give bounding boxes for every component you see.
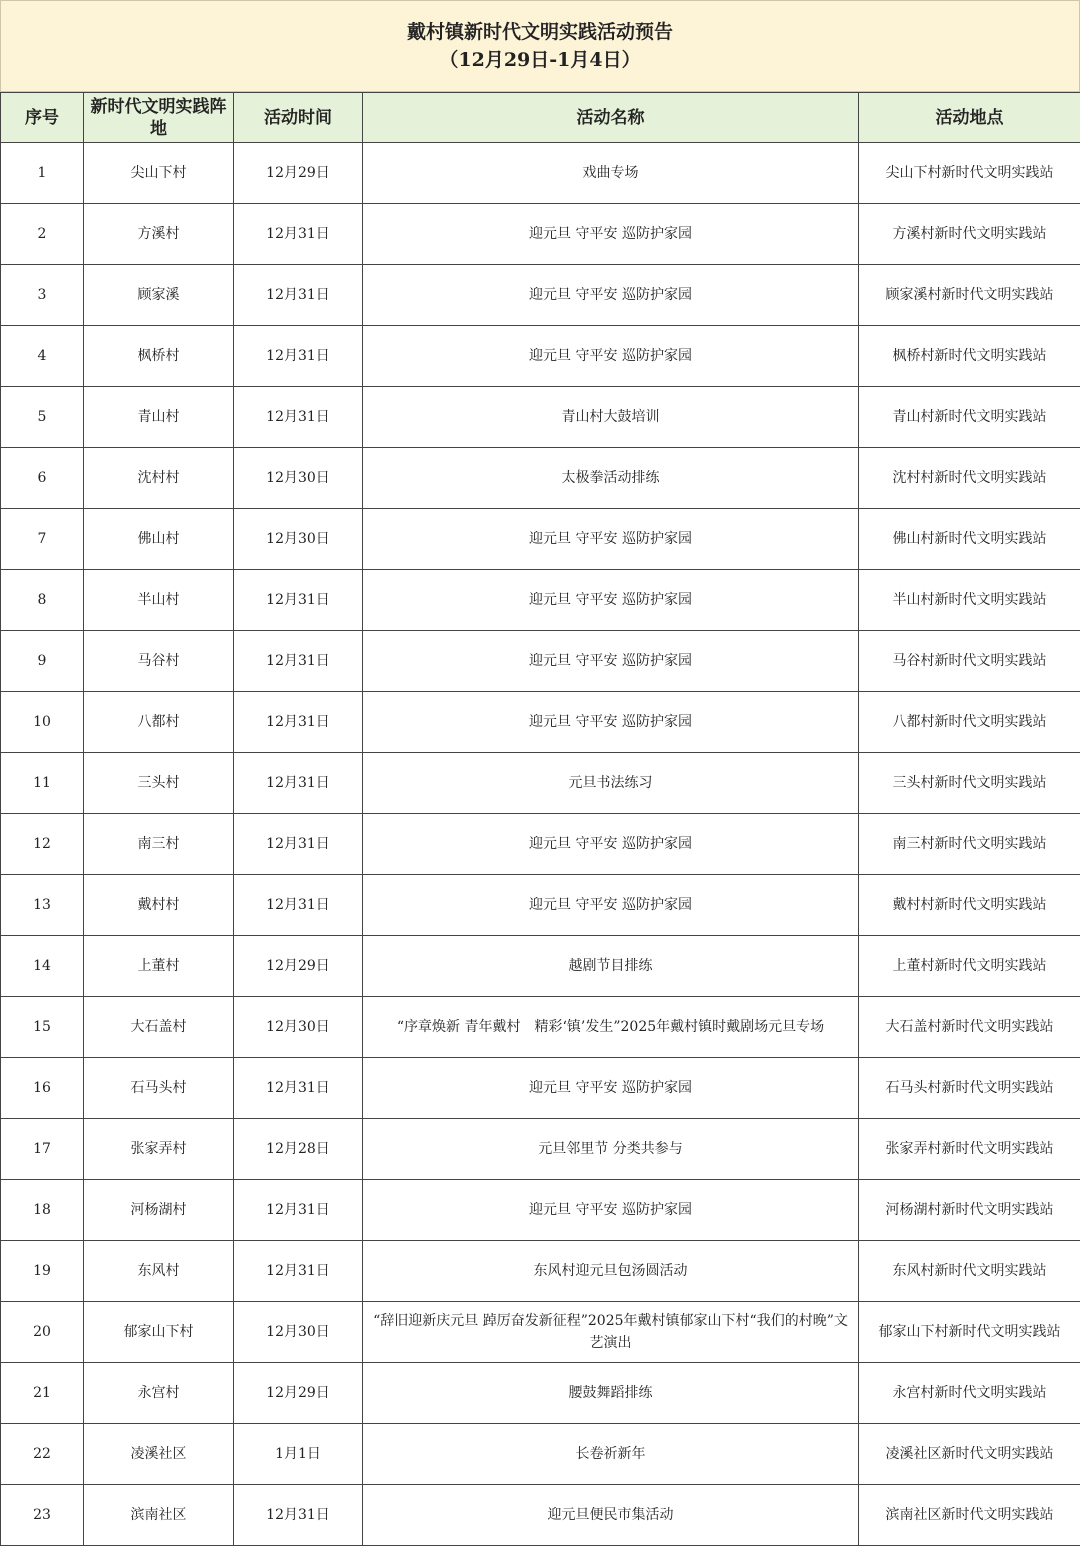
cell-location: 河杨湖村新时代文明实践站 <box>859 1180 1080 1241</box>
cell-location: 戴村村新时代文明实践站 <box>859 875 1080 936</box>
cell-index: 7 <box>1 509 84 570</box>
title-banner <box>0 0 1080 92</box>
cell-site: 青山村 <box>84 387 234 448</box>
cell-activity: 腰鼓舞蹈排练 <box>363 1363 859 1424</box>
cell-index: 5 <box>1 387 84 448</box>
cell-time: 12月29日 <box>234 1363 363 1424</box>
table-row <box>1 814 1080 875</box>
table-row <box>1 387 1080 448</box>
cell-index: 16 <box>1 1058 84 1119</box>
cell-index: 3 <box>1 265 84 326</box>
cell-location: 枫桥村新时代文明实践站 <box>859 326 1080 387</box>
cell-activity: 戏曲专场 <box>363 143 859 204</box>
cell-site: 佛山村 <box>84 509 234 570</box>
table-row <box>1 692 1080 753</box>
cell-time: 12月29日 <box>234 936 363 997</box>
cell-activity: 迎元旦 守平安 巡防护家园 <box>363 1180 859 1241</box>
cell-index: 21 <box>1 1363 84 1424</box>
cell-activity: 越剧节目排练 <box>363 936 859 997</box>
cell-site: 方溪村 <box>84 204 234 265</box>
cell-activity: 元旦邻里节 分类共参与 <box>363 1119 859 1180</box>
table-row <box>1 1058 1080 1119</box>
cell-time: 12月31日 <box>234 387 363 448</box>
cell-site: 永宫村 <box>84 1363 234 1424</box>
cell-index: 14 <box>1 936 84 997</box>
cell-location: 青山村新时代文明实践站 <box>859 387 1080 448</box>
cell-location: 凌溪社区新时代文明实践站 <box>859 1424 1080 1485</box>
table-row <box>1 1424 1080 1485</box>
cell-index: 2 <box>1 204 84 265</box>
cell-activity: 迎元旦 守平安 巡防护家园 <box>363 631 859 692</box>
cell-location: 尖山下村新时代文明实践站 <box>859 143 1080 204</box>
cell-time: 12月31日 <box>234 692 363 753</box>
cell-location: 佛山村新时代文明实践站 <box>859 509 1080 570</box>
cell-activity: 迎元旦便民市集活动 <box>363 1485 859 1546</box>
cell-time: 12月31日 <box>234 326 363 387</box>
table-row <box>1 143 1080 204</box>
table-row <box>1 1302 1080 1363</box>
cell-location: 郁家山下村新时代文明实践站 <box>859 1302 1080 1363</box>
header-location: 活动地点 <box>859 93 1080 143</box>
cell-activity: 迎元旦 守平安 巡防护家园 <box>363 692 859 753</box>
cell-index: 12 <box>1 814 84 875</box>
cell-activity: 迎元旦 守平安 巡防护家园 <box>363 570 859 631</box>
cell-time: 12月31日 <box>234 1485 363 1546</box>
page-title: 戴村镇新时代文明实践活动预告 <box>406 21 673 43</box>
table-row <box>1 448 1080 509</box>
cell-site: 半山村 <box>84 570 234 631</box>
cell-location: 大石盖村新时代文明实践站 <box>859 997 1080 1058</box>
table-row <box>1 1485 1080 1546</box>
table-row <box>1 1363 1080 1424</box>
cell-time: 12月31日 <box>234 1058 363 1119</box>
table-row <box>1 753 1080 814</box>
cell-activity: 迎元旦 守平安 巡防护家园 <box>363 509 859 570</box>
cell-time: 12月31日 <box>234 570 363 631</box>
cell-site: 郁家山下村 <box>84 1302 234 1363</box>
table-row <box>1 1241 1080 1302</box>
cell-index: 4 <box>1 326 84 387</box>
cell-site: 尖山下村 <box>84 143 234 204</box>
cell-location: 顾家溪村新时代文明实践站 <box>859 265 1080 326</box>
cell-time: 12月31日 <box>234 265 363 326</box>
cell-site: 戴村村 <box>84 875 234 936</box>
cell-activity: 迎元旦 守平安 巡防护家园 <box>363 875 859 936</box>
cell-activity: 迎元旦 守平安 巡防护家园 <box>363 265 859 326</box>
cell-location: 滨南社区新时代文明实践站 <box>859 1485 1080 1546</box>
cell-site: 马谷村 <box>84 631 234 692</box>
cell-location: 方溪村新时代文明实践站 <box>859 204 1080 265</box>
table-row <box>1 326 1080 387</box>
cell-time: 12月31日 <box>234 753 363 814</box>
cell-time: 12月31日 <box>234 1180 363 1241</box>
cell-index: 9 <box>1 631 84 692</box>
table-header-row <box>1 93 1080 143</box>
cell-location: 南三村新时代文明实践站 <box>859 814 1080 875</box>
cell-index: 20 <box>1 1302 84 1363</box>
table-row <box>1 1119 1080 1180</box>
cell-time: 12月31日 <box>234 631 363 692</box>
table-row <box>1 204 1080 265</box>
cell-activity: 太极拳活动排练 <box>363 448 859 509</box>
cell-index: 13 <box>1 875 84 936</box>
cell-location: 东风村新时代文明实践站 <box>859 1241 1080 1302</box>
header-site: 新时代文明实践阵地 <box>84 93 234 143</box>
cell-time: 12月30日 <box>234 997 363 1058</box>
table-row <box>1 1180 1080 1241</box>
activity-table <box>0 92 1080 1546</box>
table-row <box>1 509 1080 570</box>
table-row <box>1 631 1080 692</box>
cell-time: 12月31日 <box>234 204 363 265</box>
cell-location: 三头村新时代文明实践站 <box>859 753 1080 814</box>
cell-time: 12月28日 <box>234 1119 363 1180</box>
cell-index: 19 <box>1 1241 84 1302</box>
cell-activity: 长卷祈新年 <box>363 1424 859 1485</box>
header-activity: 活动名称 <box>363 93 859 143</box>
cell-index: 18 <box>1 1180 84 1241</box>
cell-time: 12月31日 <box>234 814 363 875</box>
cell-location: 沈村村新时代文明实践站 <box>859 448 1080 509</box>
cell-location: 永宫村新时代文明实践站 <box>859 1363 1080 1424</box>
cell-site: 八都村 <box>84 692 234 753</box>
table-row <box>1 265 1080 326</box>
cell-location: 石马头村新时代文明实践站 <box>859 1058 1080 1119</box>
page-subtitle-date-range: （12月29日-1月4日） <box>439 49 641 71</box>
cell-activity: 迎元旦 守平安 巡防护家园 <box>363 204 859 265</box>
cell-index: 6 <box>1 448 84 509</box>
cell-index: 23 <box>1 1485 84 1546</box>
cell-site: 东风村 <box>84 1241 234 1302</box>
cell-index: 11 <box>1 753 84 814</box>
cell-site: 凌溪社区 <box>84 1424 234 1485</box>
cell-activity: “序章焕新 青年戴村 精彩‘镇’发生”2025年戴村镇时戴剧场元旦专场 <box>363 997 859 1058</box>
cell-site: 河杨湖村 <box>84 1180 234 1241</box>
header-time: 活动时间 <box>234 93 363 143</box>
cell-time: 12月29日 <box>234 143 363 204</box>
cell-site: 南三村 <box>84 814 234 875</box>
cell-location: 半山村新时代文明实践站 <box>859 570 1080 631</box>
cell-time: 1月1日 <box>234 1424 363 1485</box>
cell-site: 上董村 <box>84 936 234 997</box>
table-row <box>1 997 1080 1058</box>
cell-site: 沈村村 <box>84 448 234 509</box>
cell-site: 滨南社区 <box>84 1485 234 1546</box>
cell-activity: 元旦书法练习 <box>363 753 859 814</box>
cell-index: 15 <box>1 997 84 1058</box>
cell-location: 上董村新时代文明实践站 <box>859 936 1080 997</box>
cell-activity: 东风村迎元旦包汤圆活动 <box>363 1241 859 1302</box>
table-row <box>1 570 1080 631</box>
cell-index: 17 <box>1 1119 84 1180</box>
cell-index: 1 <box>1 143 84 204</box>
cell-site: 顾家溪 <box>84 265 234 326</box>
cell-location: 八都村新时代文明实践站 <box>859 692 1080 753</box>
cell-time: 12月30日 <box>234 1302 363 1363</box>
cell-location: 马谷村新时代文明实践站 <box>859 631 1080 692</box>
cell-index: 8 <box>1 570 84 631</box>
cell-site: 枫桥村 <box>84 326 234 387</box>
cell-activity: “辞旧迎新庆元旦 踔厉奋发新征程”2025年戴村镇郁家山下村“我们的村晚”文艺演出 <box>363 1302 859 1363</box>
cell-site: 大石盖村 <box>84 997 234 1058</box>
cell-time: 12月31日 <box>234 875 363 936</box>
table-row <box>1 875 1080 936</box>
cell-activity: 迎元旦 守平安 巡防护家园 <box>363 326 859 387</box>
cell-site: 三头村 <box>84 753 234 814</box>
cell-index: 22 <box>1 1424 84 1485</box>
table-body <box>1 143 1080 1546</box>
cell-activity: 迎元旦 守平安 巡防护家园 <box>363 1058 859 1119</box>
table-row <box>1 936 1080 997</box>
cell-time: 12月30日 <box>234 448 363 509</box>
cell-time: 12月31日 <box>234 1241 363 1302</box>
cell-activity: 青山村大鼓培训 <box>363 387 859 448</box>
cell-index: 10 <box>1 692 84 753</box>
cell-time: 12月30日 <box>234 509 363 570</box>
cell-site: 石马头村 <box>84 1058 234 1119</box>
header-index: 序号 <box>1 93 84 143</box>
cell-site: 张家弄村 <box>84 1119 234 1180</box>
cell-location: 张家弄村新时代文明实践站 <box>859 1119 1080 1180</box>
cell-activity: 迎元旦 守平安 巡防护家园 <box>363 814 859 875</box>
